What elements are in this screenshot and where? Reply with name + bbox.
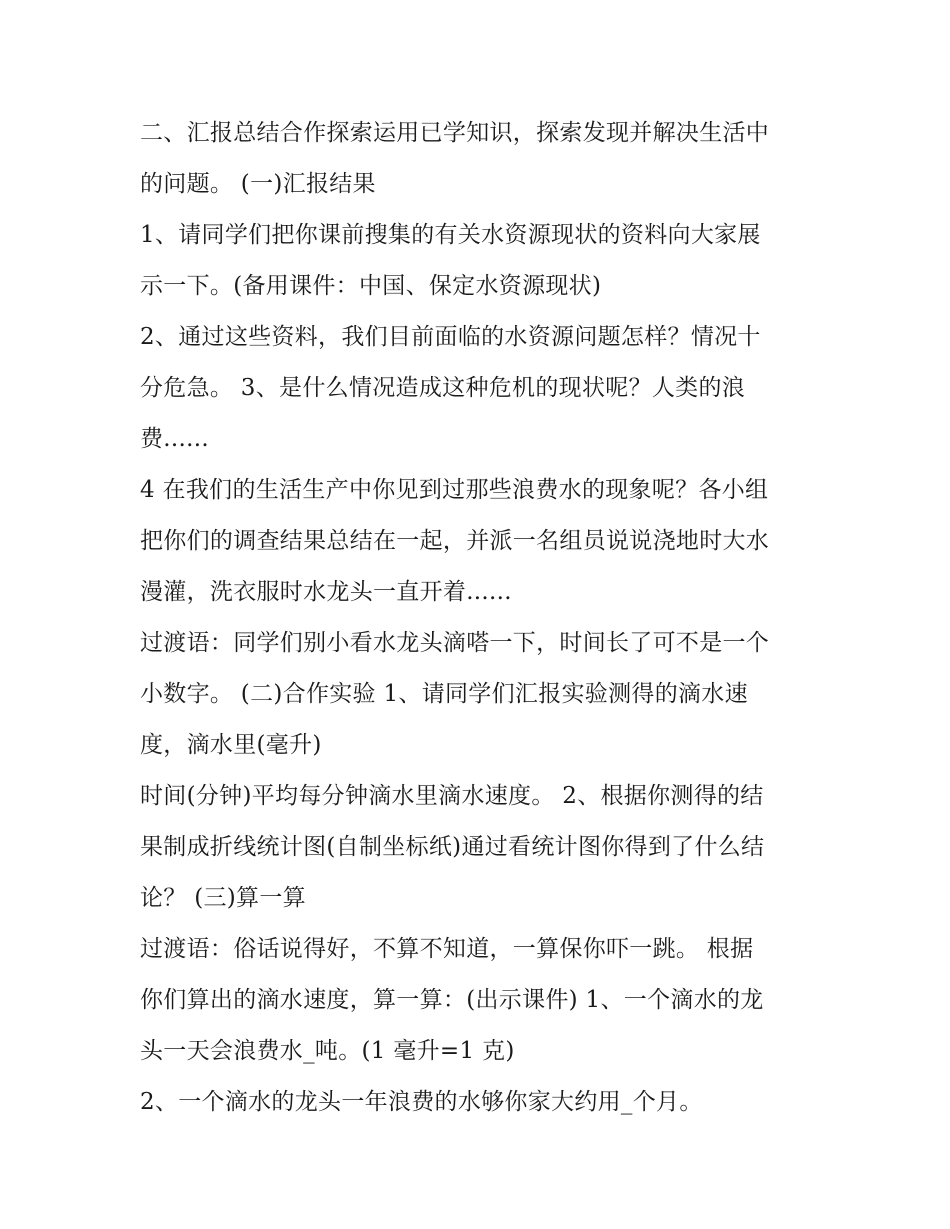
document-body <box>140 108 820 1128</box>
text-line: 小数字。 (二)合作实验 1、请同学们汇报实验测得的滴水速 <box>140 681 748 707</box>
text-line: 二、汇报总结合作探索运用已学知识，探索发现并解决生活中 <box>140 120 770 146</box>
text-line: 过渡语：俗话说得好，不算不知道，一算保你吓一跳。 根据 <box>140 936 754 962</box>
text-line: 示一下。(备用课件：中国、保定水资源现状) <box>140 273 602 299</box>
text-line: 果制成折线统计图(自制坐标纸)通过看统计图你得到了什么结 <box>140 834 765 860</box>
text-line: 你们算出的滴水速度，算一算：(出示课件) 1、一个滴水的龙 <box>140 987 764 1013</box>
text-line: 分危急。 3、是什么情况造成这种危机的现状呢？人类的浪 <box>140 375 746 401</box>
text-line: 漫灌，洗衣服时水龙头一直开着...... <box>140 579 512 605</box>
text-line: 1、请同学们把你课前搜集的有关水资源现状的资料向大家展 <box>140 222 761 248</box>
text-line: 费...... <box>140 426 209 452</box>
text-line: 2、一个滴水的龙头一年浪费的水够你家大约用_个月。 <box>140 1089 703 1115</box>
text-line: 把你们的调查结果总结在一起，并派一名组员说说浇地时大水 <box>140 528 770 554</box>
text-line: 论？ (三)算一算 <box>140 885 306 911</box>
text-line: 度，滴水里(毫升) <box>140 732 322 758</box>
text-line: 2、通过这些资料，我们目前面临的水资源问题怎样？情况十 <box>140 324 761 350</box>
text-line: 4 在我们的生活生产中你见到过那些浪费水的现象呢？各小组 <box>140 477 769 503</box>
text-line: 时间(分钟)平均每分钟滴水里滴水速度。 2、根据你测得的结 <box>140 783 764 809</box>
text-line: 过渡语：同学们别小看水龙头滴嗒一下，时间长了可不是一个 <box>140 630 770 656</box>
text-line: 的问题。 (一)汇报结果 <box>140 171 376 197</box>
text-line: 头一天会浪费水_吨。(1 毫升=1 克) <box>140 1038 515 1064</box>
